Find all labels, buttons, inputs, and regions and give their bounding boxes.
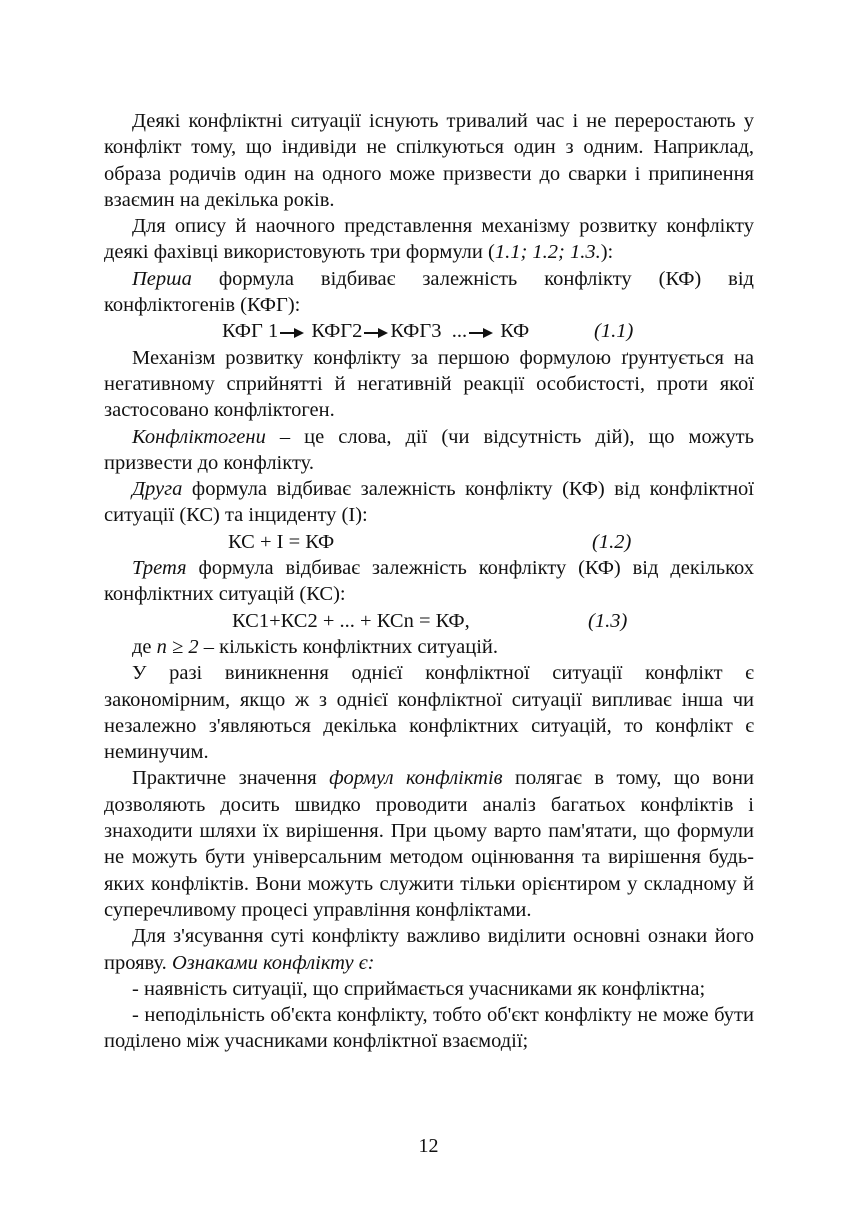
formula-1-expression [222,318,529,344]
arrow-right-icon [469,328,493,338]
term-third: Третя [132,557,187,580]
paragraph-8-prefix: де [132,635,157,658]
paragraph-5-text: – це слова, дії (чи відсутність дій), що можуть призвести до конфлікту. [104,425,754,474]
page-number: 12 [418,1135,439,1157]
arrow-right-icon [364,328,388,338]
paragraph-10 [104,765,754,923]
body-text [104,108,754,1055]
formula-1-term-1: КФГ 1 [222,320,279,343]
paragraph-11-text: Для з'ясування суті конфлікту важливо виділити основні ознаки його прояву. [104,925,754,974]
term-conflict-signs: Ознаками конфлікту є: [171,951,375,974]
paragraph-2-text: Для опису й наочного представлення механізму розвитку конфлікту деякі фахівці використовують три формули ( [104,215,754,264]
paragraph-9: У разі виникнення однієї конфліктної ситуації конфлікт є закономірним, якщо ж з однієї конфліктної ситуації випливає інша чи незалежно з'являються декілька конфліктних ситуацій, то конфлікт є неминучим. [104,662,754,764]
paragraph-7-text: формула відбиває залежність конфлікту (КФ) від декількох конфліктних ситуацій (КС): [104,557,754,606]
term-conflict-formulas: формул конфліктів [329,767,503,790]
term-second: Друга [132,478,183,501]
formula-2-number: (1.2) [592,530,632,553]
formula-1-number: (1.1) [594,320,634,343]
formula-3-expression: КС1+КС2 + ... + КСn = КФ, [232,609,470,632]
paragraph-6-text: формула відбиває залежність конфлікту (КФ) від конфліктної ситуації (КС) та інциденту (І): [104,478,754,527]
paragraph-7 [104,555,754,608]
paragraph-1: Деякі конфліктні ситуації існують тривалий час і не переростають у конфлікт тому, що індивіди не спілкуються один з одним. Наприклад, образа родичів один на одного може призвести до сварки і припинення взаємин на декілька років. [104,110,754,211]
formula-1-ellipsis: ... [451,320,468,343]
paragraph-10-text: Практичне значення [132,767,330,790]
paragraph-2 [104,213,754,266]
paragraph-3 [104,266,754,319]
formula-1 [104,318,754,344]
paragraph-3-text: формула відбиває залежність конфлікту (КФ) від конфліктогенів (КФГ): [104,267,754,317]
paragraph-5 [104,424,754,477]
list-item-1: - наявність ситуації, що сприймається учасниками як конфліктна; [132,977,706,1000]
formula-2-expression: КС + І = КФ [228,530,335,553]
condition-n: n ≥ 2 [156,635,199,658]
formula-2 [104,529,754,555]
paragraph-6 [104,476,754,529]
paragraph-8 [104,634,754,660]
formula-references: 1.1; 1.2; 1.3. [494,241,601,264]
term-conflictogens: Конфліктогени [132,425,266,448]
paragraph-4: Механізм розвитку конфлікту за першою формулою ґрунтується на негативному сприйнятті й негативній реакції особистості, проти якої застосовано конфліктоген. [104,346,754,422]
paragraph-10-rest: полягає в тому, що вони дозволяють досить швидко проводити аналіз багатьох конфліктів і знаходити шляхи їх вирішення. При цьому варто пам'ятати, що формули не можуть бути універсальним методом оцінювання та вирішення будь-яких конфліктів. Вони можуть служити тільки орієнтиром у складному й суперечливому процесі управління конфліктами. [104,767,754,921]
term-first: Перша [132,267,192,290]
formula-1-result: КФ [500,320,530,343]
formula-3 [104,608,754,634]
paragraph-8-text: – кількість конфліктних ситуацій. [198,635,498,658]
formula-3-number: (1.3) [588,609,628,632]
formula-1-term-3: КФГ3 [390,320,442,343]
paragraph-11 [104,923,754,976]
arrow-right-icon [280,328,304,338]
list-item-2: - неподільність об'єкта конфлікту, тобто об'єкт конфлікту не може бути поділено між учасниками конфліктної взаємодії; [104,1004,754,1053]
formula-1-term-2: КФГ2 [311,320,363,343]
paragraph-2-end: ): [600,241,614,264]
